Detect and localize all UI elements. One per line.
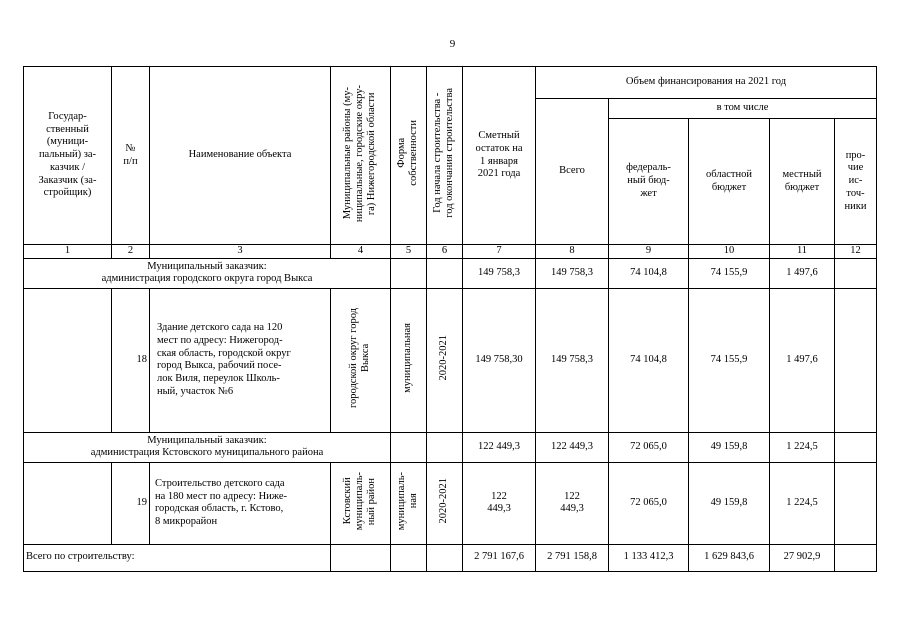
financing-table [23,66,877,572]
header-years-cell [427,67,463,245]
empty-cell [427,432,463,462]
local-value: 1 497,6 [770,288,835,432]
object-years-cell [427,288,463,432]
totals-total: 2 791 158,8 [536,544,609,571]
other-value [835,462,877,544]
total-value: 149 758,3 [536,258,609,288]
header-estimated: Сметный остаток на 1 января 2021 года [463,67,536,245]
empty-cell [391,432,427,462]
totals-regional: 1 629 843,6 [689,544,770,571]
empty-cell [24,288,112,432]
estimated-value: 122 449,3 [463,432,536,462]
total-value: 122 449,3 [536,462,609,544]
object-years: 2020-2021 [438,478,450,524]
customer-row [24,258,877,288]
totals-row [24,544,877,571]
header-years: Год начала строительства - год окончания строительства [432,88,456,218]
column-number: 1 [24,245,112,259]
object-district-cell [331,462,391,544]
object-district: Кстовский муниципаль- ный район [342,471,378,531]
totals-label: Всего по строительству: [24,544,331,571]
regional-value: 74 155,9 [689,258,770,288]
other-value [835,432,877,462]
other-value [835,288,877,432]
column-number: 3 [150,245,331,259]
column-number: 9 [609,245,689,259]
header-customer: Государ- ственный (муници- пальный) за- казчик / Заказчик (за- стройщик) [24,67,112,245]
federal-value: 72 065,0 [609,432,689,462]
header-total: Всего [536,99,609,245]
local-value: 1 224,5 [770,462,835,544]
object-num: 19 [112,462,150,544]
header-federal: федераль- ный бюд- жет [609,119,689,245]
column-number: 8 [536,245,609,259]
customer-label: Муниципальный заказчик: администрация Кстовского муниципального района [24,432,391,462]
header-local: местный бюджет [770,119,835,245]
header-num: № п/п [112,67,150,245]
totals-estimated: 2 791 167,6 [463,544,536,571]
empty-cell [427,544,463,571]
header-other: про- чие ис- точ- ники [835,119,877,245]
header-districts-cell [331,67,391,245]
header-object-name: Наименование объекта [150,67,331,245]
column-numbers-row [24,245,877,259]
empty-cell [391,258,427,288]
column-number: 12 [835,245,877,259]
object-name: Строительство детского сада на 180 мест по адресу: Ниже- городская область, г. Кстово, 8 микрорайон [150,462,331,544]
regional-value: 74 155,9 [689,288,770,432]
object-ownership-cell [391,288,427,432]
empty-cell [24,462,112,544]
estimated-value: 122 449,3 [463,462,536,544]
column-number: 11 [770,245,835,259]
total-value: 122 449,3 [536,432,609,462]
object-years-cell [427,462,463,544]
column-number: 7 [463,245,536,259]
header-ownership-cell [391,67,427,245]
object-name: Здание детского сада на 120 мест по адресу: Нижегород- ская область, городской округ город Выкса, рабочий посе- лок Виля, переулок Школь- ный, участок №6 [150,288,331,432]
column-number: 5 [391,245,427,259]
page-number: 9 [449,38,456,50]
header-regional: областной бюджет [689,119,770,245]
column-number: 2 [112,245,150,259]
total-value: 149 758,3 [536,288,609,432]
object-row [24,462,877,544]
federal-value: 72 065,0 [609,462,689,544]
estimated-value: 149 758,3 [463,258,536,288]
object-ownership-cell [391,462,427,544]
customer-label: Муниципальный заказчик: администрация городского округа город Выкса [24,258,391,288]
other-value [835,258,877,288]
object-ownership: муниципальная [402,322,414,393]
column-number: 10 [689,245,770,259]
header-districts: Муниципальные районы (му- ниципальные, городские окру- га) Нижегородской области [342,84,378,222]
regional-value: 49 159,8 [689,432,770,462]
object-row [24,288,877,432]
header-including: в том числе [609,99,877,119]
object-ownership: муниципаль- ная [396,471,420,531]
local-value: 1 224,5 [770,432,835,462]
header-row-1 [24,67,877,99]
header-ownership: Форма собственности [396,120,420,186]
object-num: 18 [112,288,150,432]
column-number: 4 [331,245,391,259]
local-value: 1 497,6 [770,258,835,288]
federal-value: 74 104,8 [609,288,689,432]
column-number: 6 [427,245,463,259]
object-district-cell [331,288,391,432]
totals-local: 27 902,9 [770,544,835,571]
object-district: городской округ город Выкса [348,307,372,408]
totals-other [835,544,877,571]
customer-row [24,432,877,462]
empty-cell [331,544,391,571]
regional-value: 49 159,8 [689,462,770,544]
empty-cell [391,544,427,571]
totals-federal: 1 133 412,3 [609,544,689,571]
empty-cell [427,258,463,288]
federal-value: 74 104,8 [609,258,689,288]
object-years: 2020-2021 [438,335,450,381]
header-funding-title: Объем финансирования на 2021 год [536,67,877,99]
estimated-value: 149 758,30 [463,288,536,432]
